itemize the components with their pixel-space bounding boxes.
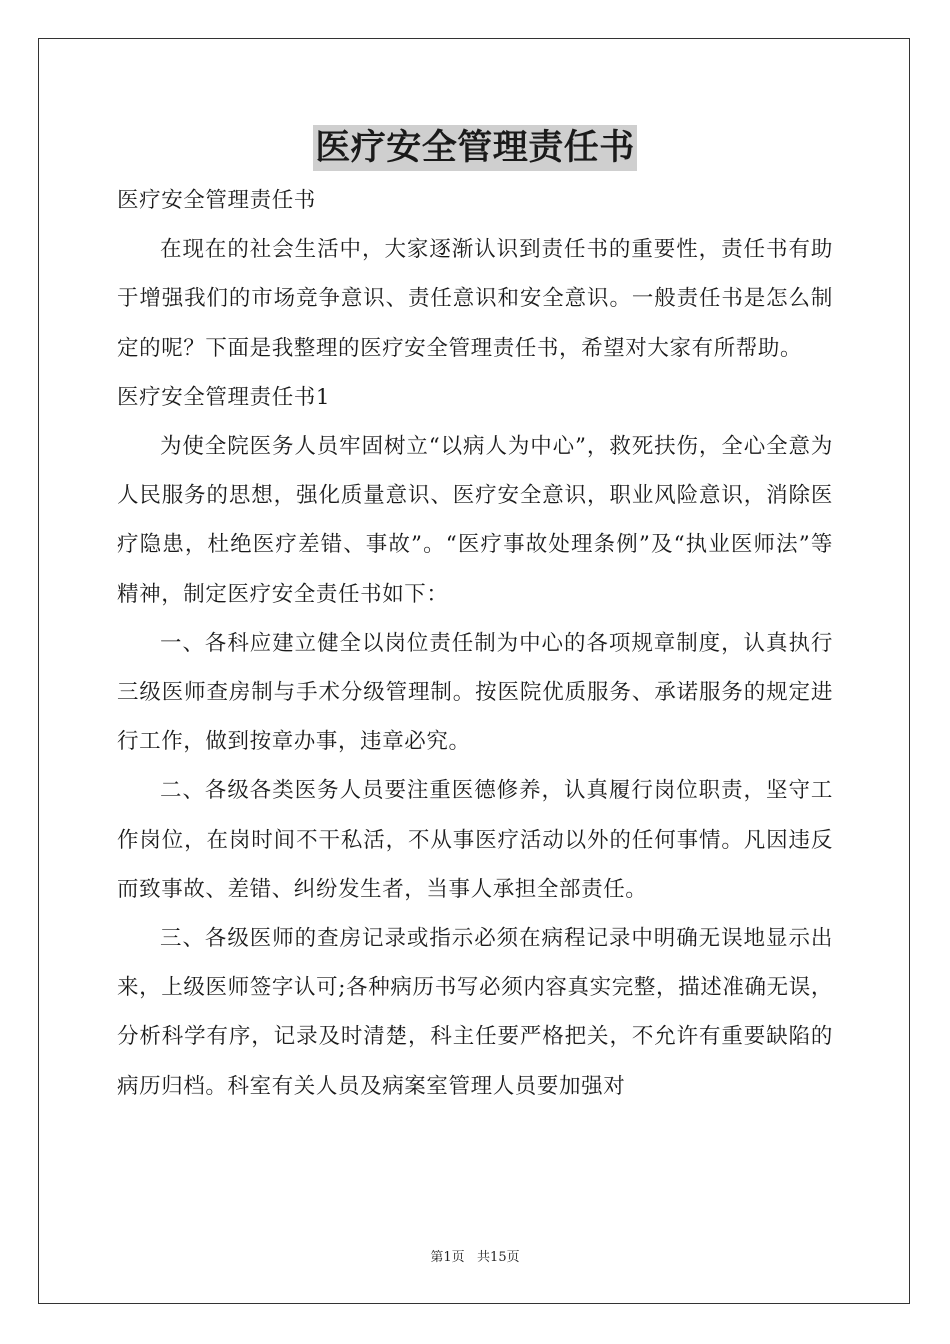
page-footer	[0, 1246, 950, 1265]
document-title: 医疗安全管理责任书	[313, 125, 637, 171]
page-number: 第1页 共15页	[430, 1250, 520, 1265]
paragraph-item-3: 三、各级医师的查房记录或指示必须在病程记录中明确无误地显示出来，上级医师签字认可;各种病历书写必须内容真实完整，描述准确无误，分析科学有序，记录及时清楚，科主任要严格把关，不允许有重要缺陷的病历归档。科室有关人员及病案室管理人员要加强对	[117, 926, 833, 1099]
paragraph-intro: 在现在的社会生活中，大家逐渐认识到责任书的重要性，责任书有助于增强我们的市场竞争意识、责任意识和安全意识。一般责任书是怎么制定的呢？下面是我整理的医疗安全管理责任书，希望对大家有所帮助。	[117, 237, 833, 361]
document-body	[117, 176, 833, 1111]
paragraph-purpose: 为使全院医务人员牢固树立“以病人为中心”，救死扶伤，全心全意为人民服务的思想，强化质量意识、医疗安全意识，职业风险意识，消除医疗隐患，杜绝医疗差错、事故”。“医疗事故处理条例”及“执业医师法”等精神，制定医疗安全责任书如下：	[117, 434, 833, 607]
paragraph-section-heading: 医疗安全管理责任书1	[117, 384, 331, 410]
paragraph-subtitle: 医疗安全管理责任书	[117, 188, 316, 213]
paragraph-item-2: 二、各级各类医务人员要注重医德修养，认真履行岗位职责，坚守工作岗位，在岗时间不干私活，不从事医疗活动以外的任何事情。凡因违反而致事故、差错、纠纷发生者，当事人承担全部责任。	[117, 778, 833, 902]
paragraph-item-1: 一、各科应建立健全以岗位责任制为中心的各项规章制度，认真执行三级医师查房制与手术分级管理制。按医院优质服务、承诺服务的规定进行工作，做到按章办事，违章必究。	[117, 630, 833, 755]
title-area	[0, 125, 950, 171]
